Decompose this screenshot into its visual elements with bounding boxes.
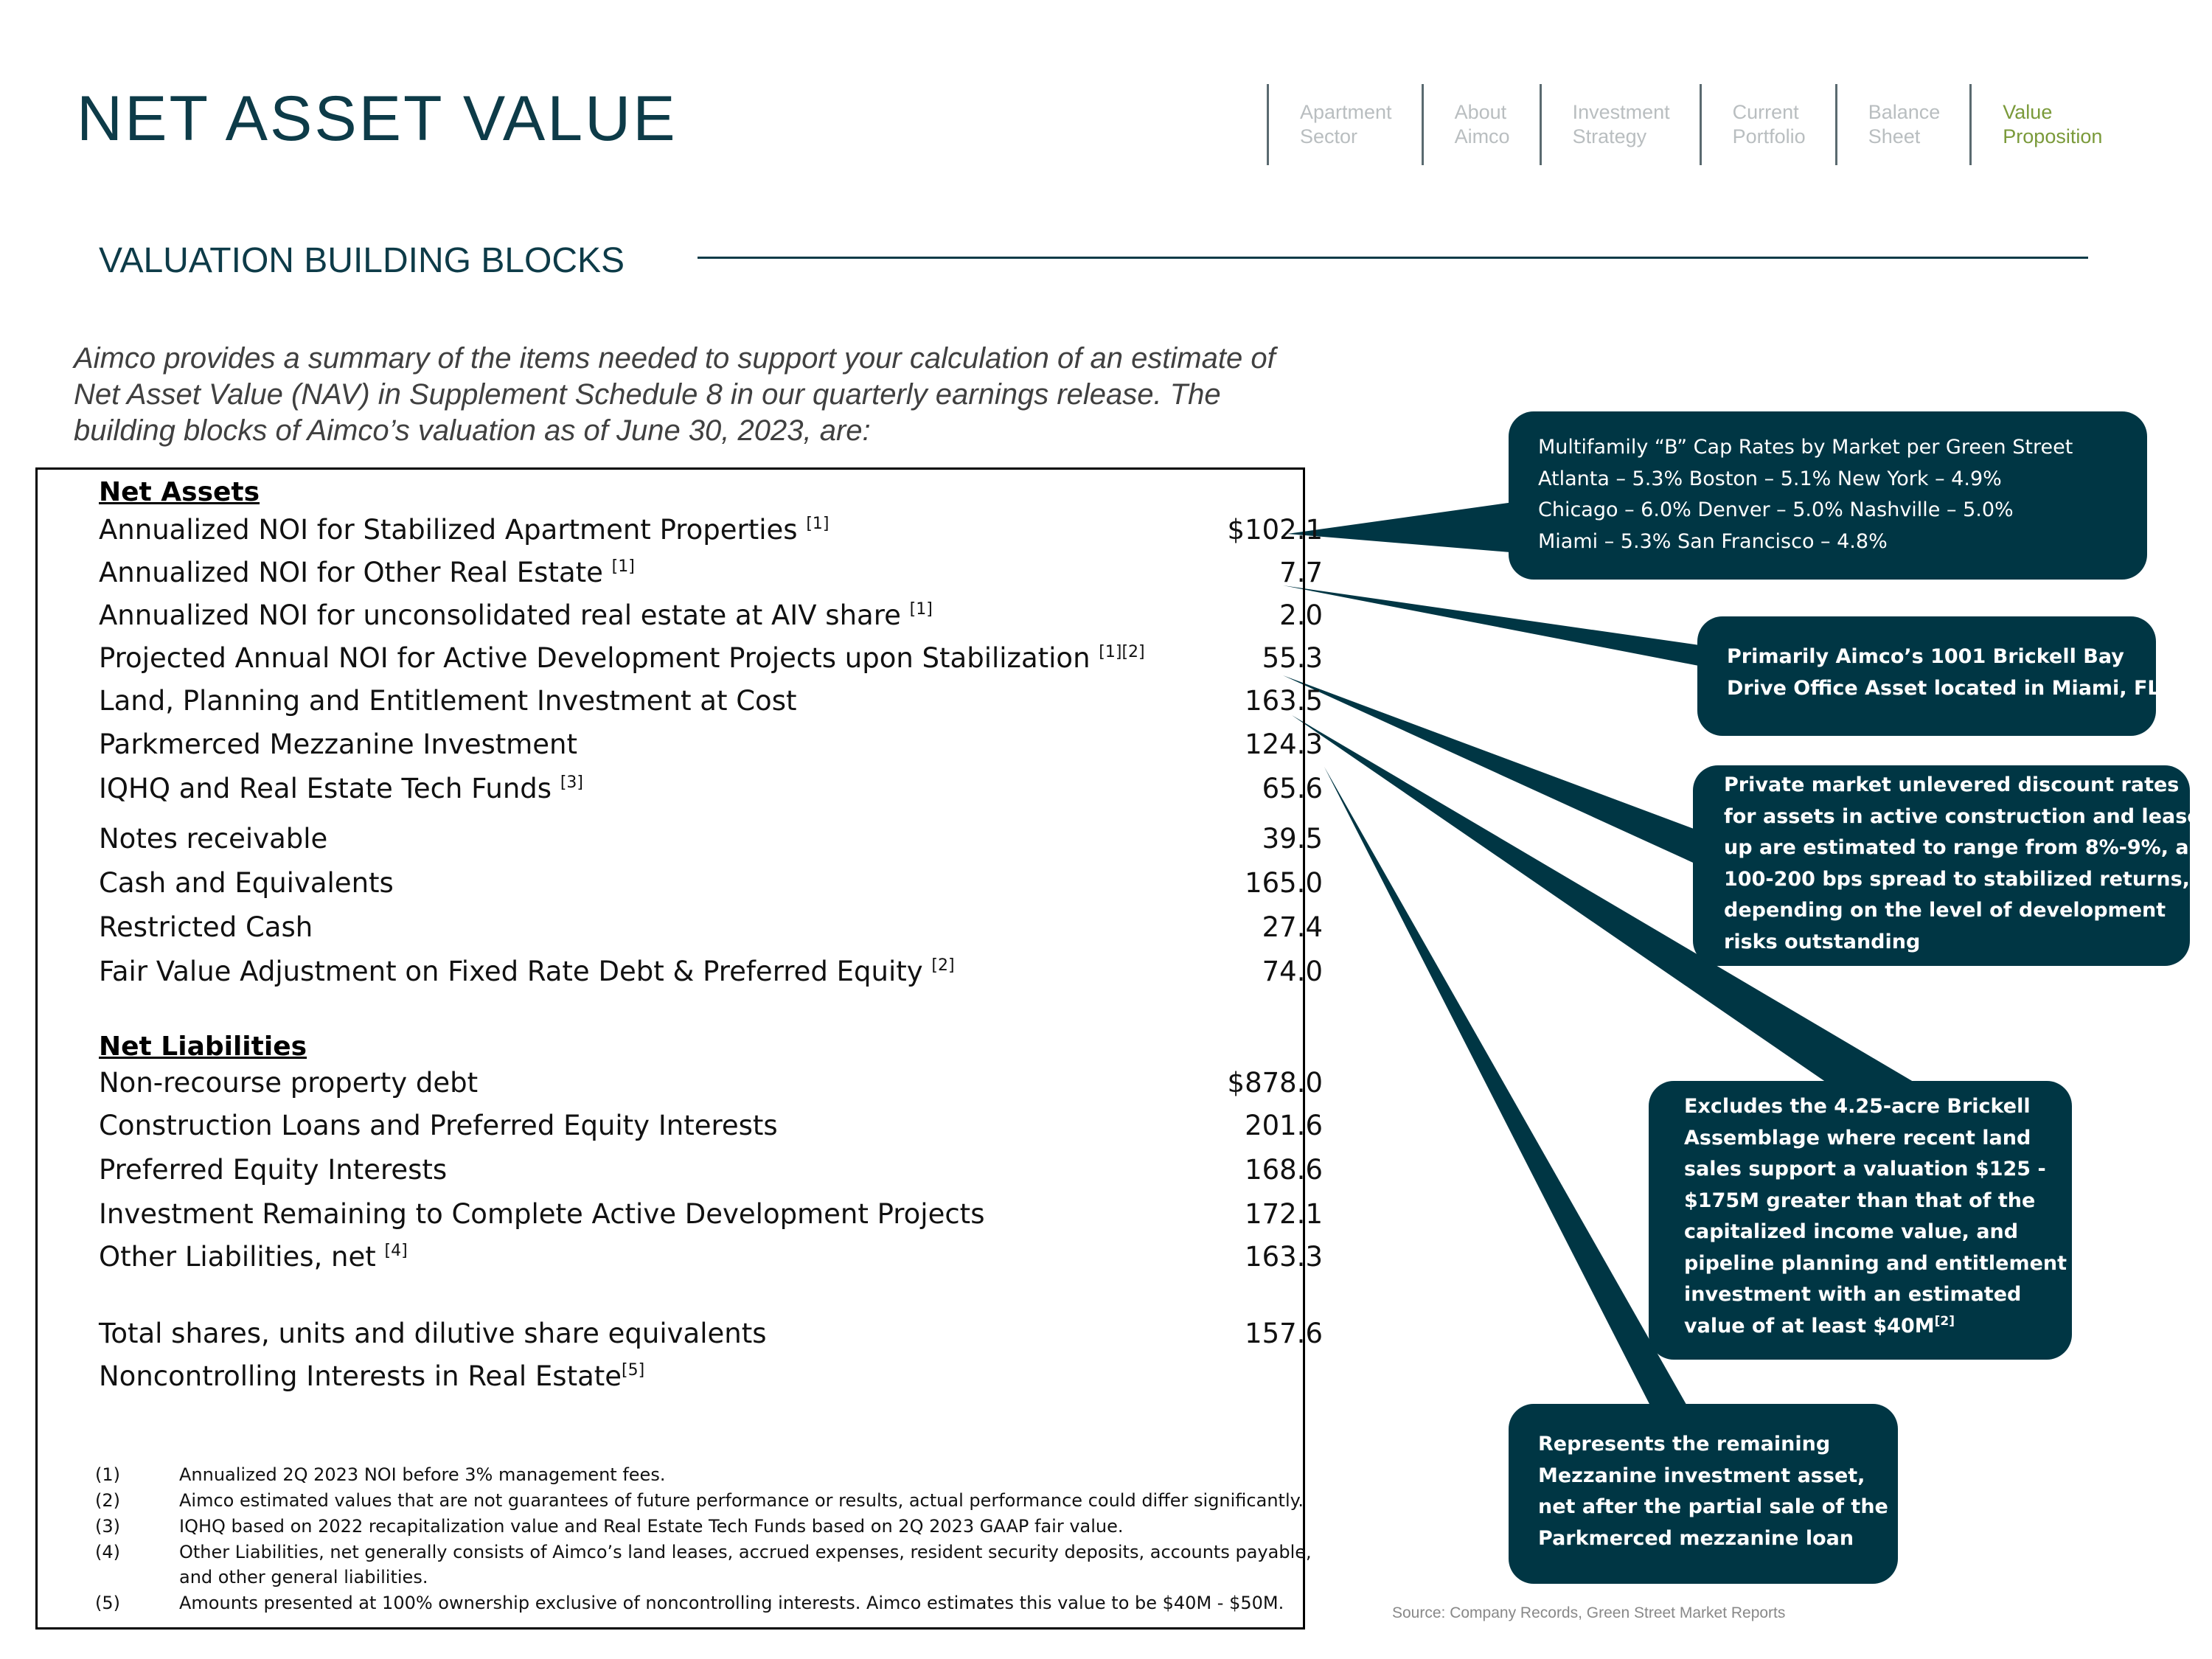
row-value: 157.6 xyxy=(1245,1318,1323,1349)
page-title: NET ASSET VALUE xyxy=(77,83,678,154)
callout-line: $175M greater than that of the xyxy=(1684,1189,2036,1212)
net-assets-heading: Net Assets xyxy=(99,477,260,507)
callout-note: [2] xyxy=(1934,1313,1955,1329)
callout-discount-rates xyxy=(1693,765,2209,966)
nav-apartment-sector[interactable]: Apartment Sector xyxy=(1267,84,1422,165)
callout-mezzanine xyxy=(1509,1404,1898,1584)
callout-line: Drive Office Asset located in Miami, FL xyxy=(1727,676,2160,700)
row-label: Cash and Equivalents xyxy=(99,867,394,899)
row-label: Parkmerced Mezzanine Investment xyxy=(99,728,577,760)
row-label: Construction Loans and Preferred Equity Interests xyxy=(99,1110,778,1141)
row-note: [1][2] xyxy=(1099,643,1145,661)
callout-line: Primarily Aimco’s 1001 Brickell Bay xyxy=(1727,645,2124,668)
nav-current-portfolio[interactable]: Current Portfolio xyxy=(1700,84,1835,165)
row-value: 39.5 xyxy=(1262,823,1323,855)
callout-line: Chicago – 6.0% Denver – 5.0% Nashville – 5.0% xyxy=(1538,498,2014,521)
row-value: $102.1 xyxy=(1227,514,1323,546)
callout-brickell-office xyxy=(1697,616,2160,736)
row-note: [3] xyxy=(560,773,583,792)
row-label: Fair Value Adjustment on Fixed Rate Debt & Preferred Equity xyxy=(99,956,932,987)
row-note: [4] xyxy=(384,1242,408,1260)
row-note: [5] xyxy=(622,1361,645,1380)
row-value: 201.6 xyxy=(1245,1110,1323,1141)
row-value: 163.5 xyxy=(1245,685,1323,717)
callout-line: sales support a valuation $125 - xyxy=(1684,1158,2046,1180)
footnote-text: IQHQ based on 2022 recapitalization value and Real Estate Tech Funds based on 2Q 2023 GAAP fair value. xyxy=(179,1516,1124,1537)
row-value: 163.3 xyxy=(1245,1241,1323,1273)
nav-investment-strategy[interactable]: Investment Strategy xyxy=(1540,84,1700,165)
footnote-number: (3) xyxy=(95,1516,120,1537)
callout-line: 100-200 bps spread to stabilized returns, xyxy=(1724,867,2190,891)
row-note: [2] xyxy=(931,956,955,975)
row-label: Restricted Cash xyxy=(99,911,313,943)
row-label: Noncontrolling Interests in Real Estate xyxy=(99,1360,622,1392)
net-liabilities-heading: Net Liabilities xyxy=(99,1032,307,1062)
row-value: 172.1 xyxy=(1245,1198,1323,1230)
callout-line: Represents the remaining xyxy=(1538,1433,1831,1455)
footnote-text: Annualized 2Q 2023 NOI before 3% management fees. xyxy=(179,1464,666,1485)
footnote-text: Aimco estimated values that are not guarantees of future performance or results, actual performance could differ significantly. xyxy=(179,1490,1304,1511)
row-label: Preferred Equity Interests xyxy=(99,1154,448,1186)
callout-line-text: value of at least $40M xyxy=(1684,1314,1935,1338)
row-note: [1] xyxy=(611,557,635,576)
footnote-number: (4) xyxy=(95,1542,120,1562)
callout-line: Assemblage where recent land xyxy=(1684,1126,2031,1150)
callout-line: Mezzanine investment asset, xyxy=(1538,1464,1865,1487)
row-value: 74.0 xyxy=(1262,956,1323,987)
row-value: 2.0 xyxy=(1279,599,1323,631)
nav-about-aimco[interactable]: About Aimco xyxy=(1422,84,1540,165)
row-value: 55.3 xyxy=(1262,642,1323,674)
row-label: Land, Planning and Entitlement Investment at Cost xyxy=(99,685,797,717)
row-label: Notes receivable xyxy=(99,823,328,855)
row-label: Non-recourse property debt xyxy=(99,1067,479,1099)
callout-line: Parkmerced mezzanine loan xyxy=(1538,1526,1854,1550)
row-value: 27.4 xyxy=(1262,911,1323,943)
footnote-text: Other Liabilities, net generally consists of Aimco’s land leases, accrued expenses, resident security deposits, accounts payable, and other general liabilities. xyxy=(179,1542,1312,1587)
pointer-brickell-office xyxy=(1283,585,1725,671)
row-value: 124.3 xyxy=(1245,728,1323,760)
callout-line: Miami – 5.3% San Francisco – 4.8% xyxy=(1538,529,1888,553)
callout-line: investment with an estimated xyxy=(1684,1283,2022,1306)
source-note: Source: Company Records, Green Street Market Reports xyxy=(1392,1604,1786,1621)
row-label: Annualized NOI for Stabilized Apartment Properties xyxy=(99,514,807,546)
row-value: 65.6 xyxy=(1262,773,1323,804)
callout-line: for assets in active construction and lease- xyxy=(1724,804,2209,828)
callout-assemblage xyxy=(1649,1081,2072,1360)
row-note: [1] xyxy=(806,515,830,533)
nav-balance-sheet[interactable]: Balance Sheet xyxy=(1835,84,1970,165)
callout-line: net after the partial sale of the xyxy=(1538,1495,1888,1518)
row-label: IQHQ and Real Estate Tech Funds xyxy=(99,773,560,804)
callout-line: Excludes the 4.25-acre Brickell xyxy=(1684,1095,2031,1118)
row-label: Annualized NOI for Other Real Estate xyxy=(99,557,612,588)
callout-heading: Multifamily “B” Cap Rates by Market per Green Street xyxy=(1538,436,2073,459)
intro-paragraph: Aimco provides a summary of the items needed to support your calculation of an estimate of Net Asset Value (NAV) in Supplement Schedule 8 in our quarterly earnings release. The building blocks of Aimco’s valuation as of June 30, 2023, are: xyxy=(74,342,1276,447)
footnote-number: (1) xyxy=(95,1464,120,1485)
row-label: Total shares, units and dilutive share equivalents xyxy=(99,1318,767,1349)
row-value: 168.6 xyxy=(1245,1154,1323,1186)
row-value: 165.0 xyxy=(1245,867,1323,899)
row-value: $878.0 xyxy=(1227,1067,1323,1099)
callout-line: risks outstanding xyxy=(1724,930,1921,953)
section-subtitle: VALUATION BUILDING BLOCKS xyxy=(99,241,625,280)
callout-line: capitalized income value, and xyxy=(1684,1220,2019,1243)
row-label: Other Liabilities, net xyxy=(99,1241,385,1273)
callout-line: Private market unlevered discount rates xyxy=(1724,773,2180,796)
callout-line: Atlanta – 5.3% Boston – 5.1% New York – 4.9% xyxy=(1538,467,2002,490)
footnote-number: (5) xyxy=(95,1593,120,1613)
pointer-mezzanine xyxy=(1324,767,1688,1408)
callout-line: up are estimated to range from 8%-9%, a xyxy=(1724,836,2189,859)
callout-line: depending on the level of development xyxy=(1724,899,2166,922)
row-label: Projected Annual NOI for Active Development Projects upon Stabilization xyxy=(99,642,1099,674)
callout-line xyxy=(1684,1311,2072,1343)
row-label: Investment Remaining to Complete Active Development Projects xyxy=(99,1198,985,1230)
footnote-number: (2) xyxy=(95,1490,120,1511)
footnote-text: Amounts presented at 100% ownership exclusive of noncontrolling interests. Aimco estimates this value to be $40M - $50M. xyxy=(179,1593,1284,1613)
nav-value-proposition[interactable]: Value Proposition xyxy=(1969,84,2132,165)
row-note: [1] xyxy=(909,600,933,619)
callout-line: pipeline planning and entitlement xyxy=(1684,1251,2067,1275)
row-label: Annualized NOI for unconsolidated real estate at AIV share xyxy=(99,599,910,631)
callout-cap-rates xyxy=(1509,411,2147,580)
row-value: 7.7 xyxy=(1279,557,1323,588)
valuation-table xyxy=(35,467,1323,1630)
